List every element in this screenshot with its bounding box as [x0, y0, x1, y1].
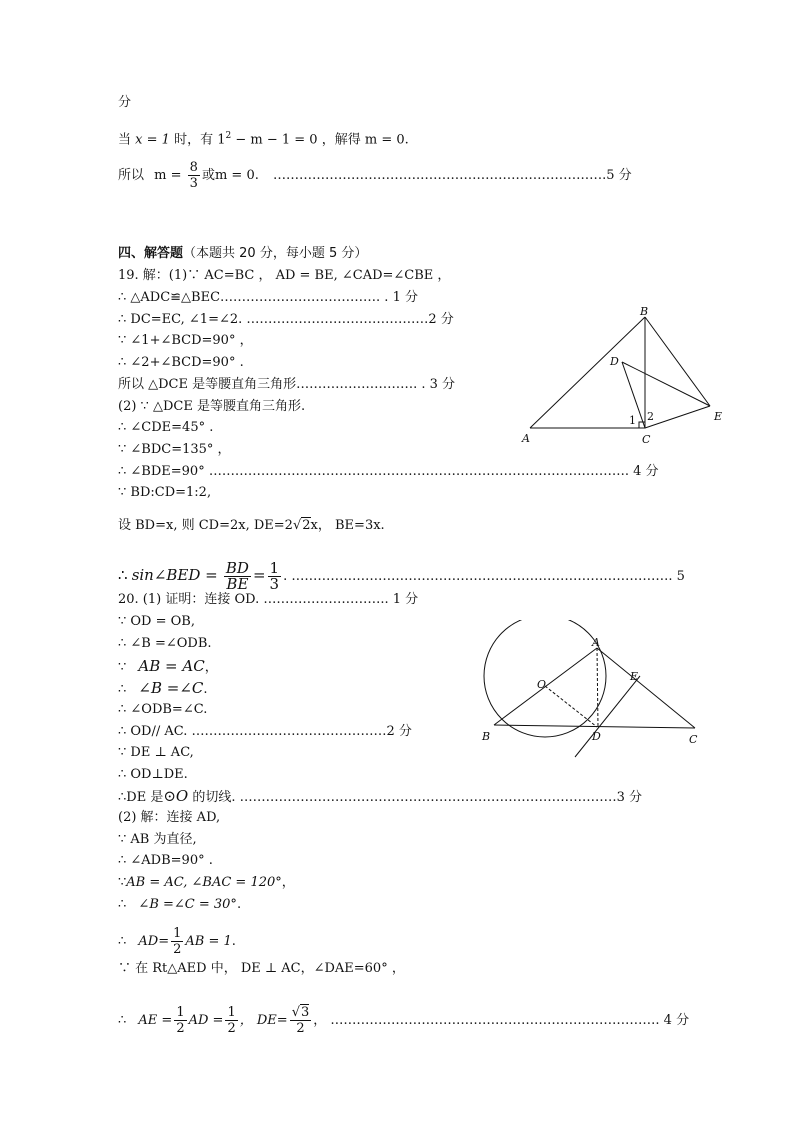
exponent: 2 [225, 131, 232, 141]
text-line [118, 561, 685, 592]
math-expr: AD = [188, 1013, 224, 1028]
text-line: 20. (1) 证明：连接 OD. ……………………….. 1 分 [118, 592, 419, 607]
text-line: ∵ 在 Rt△AED 中， DE ⊥ AC，∠DAE=60° ， [118, 961, 405, 976]
text-line [118, 680, 208, 698]
text-line: ∴ ∠CDE=45° . [118, 420, 214, 435]
heading-title: 四、解答题 [118, 246, 184, 261]
text-line: ∴ ∠2+∠BCD=90° . [118, 355, 244, 370]
text-line: ∴ ∠ADB=90° . [118, 853, 213, 868]
text-fragment: . [203, 682, 208, 697]
therefore-symbol: ∴ [118, 566, 128, 584]
text-line [118, 875, 295, 891]
sqrt-radicand: 3 [300, 1005, 310, 1020]
figure-triangle-dce [515, 300, 730, 450]
therefore-symbol: ∴ [118, 1013, 127, 1028]
fraction-numerator: BD [225, 559, 249, 577]
text-line [118, 897, 241, 913]
fraction-numerator: √3 [291, 1005, 310, 1020]
fraction [268, 561, 282, 592]
text-fragment: ，解得 [321, 132, 361, 148]
because-symbol: ∵ [118, 660, 127, 675]
text-line: ∵ ∠1+∠BCD=90° ， [118, 333, 253, 348]
math-expr: AE = [138, 1013, 173, 1028]
label-e: E [714, 410, 723, 423]
section-heading [118, 246, 367, 262]
math-expr: ∠B =∠C = 30° [138, 897, 237, 912]
text-line: 所以 △DCE 是等腰直角三角形………………………. . 3 分 [118, 377, 456, 392]
math-expr: m = [154, 168, 182, 183]
text-line: ∵ DE ⊥ AC, [118, 745, 194, 760]
fraction-denominator: 2 [227, 1021, 236, 1036]
label-a: A [522, 432, 530, 445]
score-dots: …………………………….…………………………………….5 分 [272, 168, 632, 183]
segment-bc [494, 725, 695, 728]
therefore-symbol: ∴ [118, 897, 127, 912]
fraction-denominator: 2 [173, 942, 182, 957]
text-line: ∴ ∠ODB=∠C. [118, 702, 208, 717]
text-line [118, 160, 632, 191]
text-fragment: . [236, 897, 242, 912]
label-angle-2: 2 [647, 410, 654, 423]
fraction-denominator: BE [226, 575, 249, 593]
text-line: ∴ DC=EC, ∠1=∠2. ……………………………………2 分 [118, 312, 454, 327]
fraction [174, 1005, 186, 1036]
text-line: 19. 解：(1)∵ AC=BC ， AD = BE, ∠CAD=∠CBE ， [118, 268, 451, 283]
score-dots: 的切线. ……………………………………………………………………………3 分 [188, 790, 643, 805]
fraction [224, 561, 251, 592]
fraction-numerator: 1 [173, 926, 182, 941]
label-a: A [592, 636, 600, 649]
text-fragment: ， DE= [239, 1013, 288, 1028]
text-fragment: ， [204, 660, 218, 675]
text-line: ∴ OD// AC. ………………………………………2 分 [118, 724, 412, 739]
text-line: ∵ BD:CD=1:2, [118, 485, 212, 500]
fraction-numerator: 1 [227, 1005, 236, 1020]
heading-note: （本题共 20 分，每小题 5 分） [183, 246, 368, 261]
fraction-numerator: 1 [176, 1005, 185, 1020]
label-c: C [642, 433, 651, 446]
tangent-line-de [575, 676, 640, 757]
text-fragment: ， BE=3x. [317, 518, 385, 533]
math-expr: AD= [138, 934, 170, 949]
math-expr: − m − 1 = 0 [231, 132, 318, 148]
text-line [118, 788, 642, 806]
text-fragment: 时，有 [174, 132, 214, 148]
fraction-numerator: 8 [189, 160, 198, 175]
segment-ac [597, 648, 695, 728]
segment-ad-dashed [597, 648, 598, 727]
math-expr: x [310, 518, 318, 533]
math-expr: 1 [217, 132, 226, 148]
text-line: 分 [118, 95, 132, 110]
segment-od-dashed [545, 686, 597, 727]
fraction-denominator: 2 [176, 1021, 185, 1036]
label-d: D [592, 730, 601, 743]
label-b: B [640, 305, 649, 318]
math-expr: AB = AC, ∠BAC = 120° [126, 875, 282, 890]
math-expr: ∠B =∠C [138, 679, 204, 697]
math-expr: = [252, 566, 266, 584]
text-line: ∵ AB 为直径, [118, 832, 197, 847]
because-symbol: ∵ [118, 875, 127, 890]
math-expr: m = 0. [214, 168, 259, 183]
label-o: O [537, 678, 547, 691]
text-fragment: ， [281, 875, 295, 890]
fraction-denominator: 2 [296, 1021, 305, 1036]
text-line [118, 926, 236, 957]
text-line [118, 658, 218, 676]
sqrt-radicand: 2 [302, 518, 311, 533]
text-fragment: 或 [201, 168, 215, 183]
therefore-symbol: ∴ [118, 934, 127, 949]
score-dots: ， …………………………………………………………………. 4 分 [313, 1013, 690, 1028]
text-fragment: ∴DE 是 [118, 790, 164, 805]
text-line: ∵ ∠BDC=135° ， [118, 442, 231, 457]
text-fragment: 设 BD=x, 则 CD=2x, DE= [118, 518, 285, 533]
text-line: ∴ ∠B =∠ODB. [118, 636, 212, 651]
math-expr: x = 1 [135, 132, 170, 148]
math-expr: AB = AC [138, 657, 205, 675]
segment-ab [530, 317, 645, 428]
text-line: ∴ ∠BDE=90° ……………………………………………………………………………………. 4 分 [118, 464, 659, 479]
text-line: ∵ OD = OB, [118, 614, 195, 629]
circle-o-symbol: ⊙O [163, 787, 189, 805]
fraction [225, 1005, 237, 1036]
fraction [290, 1005, 312, 1036]
text-line: ∴ OD⊥DE. [118, 767, 188, 782]
math-expr: 2 [284, 518, 293, 533]
label-d: D [610, 355, 619, 368]
therefore-symbol: ∴ [118, 682, 127, 697]
math-expr: m = 0. [364, 132, 409, 148]
text-line: 设 BD=x, 则 CD=2x, DE=2√2x， BE=3x. [118, 518, 385, 533]
text-line [118, 1005, 689, 1036]
math-expr: sin∠BED = [131, 566, 218, 584]
figure-circle-tangent [475, 620, 705, 760]
text-fragment: 当 [118, 132, 132, 148]
label-b: B [482, 730, 491, 743]
text-line [118, 128, 409, 148]
label-e: E [630, 670, 639, 683]
math-expr: AB = 1 [185, 934, 232, 949]
fraction-numerator: 1 [269, 559, 280, 577]
text-line: (2) 解：连接 AD, [118, 810, 221, 825]
score-dots: . ……………………………………………………………………………. 5 [283, 569, 685, 584]
segment-ce [645, 406, 710, 428]
fraction-denominator: 3 [269, 575, 280, 593]
fraction [188, 160, 200, 191]
label-c: C [689, 733, 698, 746]
text-line: ∴ △ADC≌△BEC………………………………. . 1 分 [118, 290, 418, 305]
text-line: (2) ∵ △DCE 是等腰直角三角形. [118, 399, 306, 414]
segment-be [645, 317, 710, 406]
fraction-denominator: 3 [189, 176, 198, 191]
text-fragment: . [231, 934, 236, 949]
label-angle-1: 1 [629, 414, 636, 427]
text-fragment: 所以 [118, 168, 145, 183]
fraction [171, 926, 183, 957]
